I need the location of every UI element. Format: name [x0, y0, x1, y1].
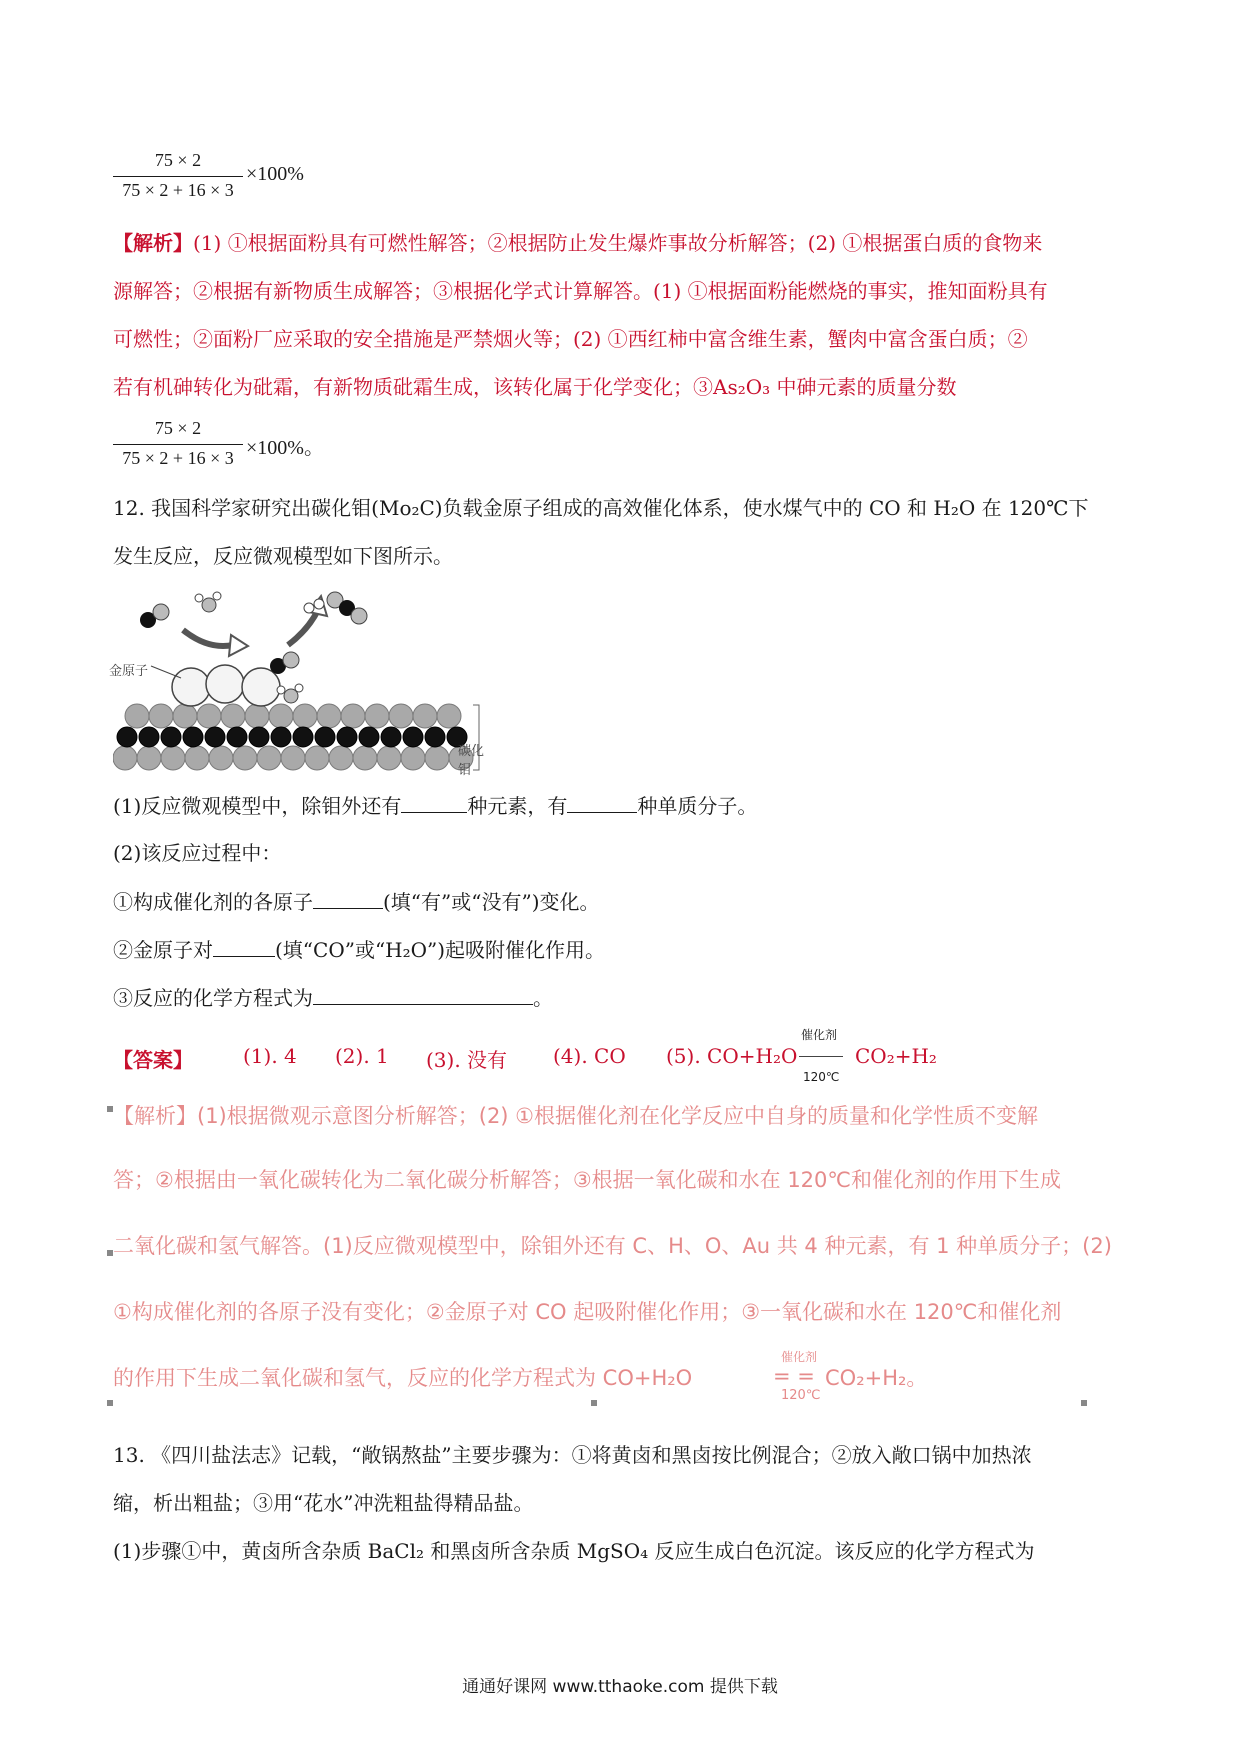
analysis-2-line-5	[113, 1350, 1113, 1412]
answer-blank-3[interactable]	[313, 886, 383, 909]
answer-item-1: (1). 4	[243, 1044, 297, 1068]
analysis-2-line-5-text-b: CO₂+H₂。	[825, 1366, 928, 1390]
question-12-line-1: 12. 我国科学家研究出碳化钼(Mo₂C)负载金原子组成的高效催化体系，使水煤气中的 CO 和 H₂O 在 120℃下	[113, 496, 1089, 520]
sub-1-text-b: 种元素，有	[467, 794, 568, 818]
question-12-sub-2-2	[113, 934, 605, 965]
scan-mark	[107, 1250, 113, 1256]
question-13-line-1: 13. 《四川盐法志》记载，“敞锅熬盐”主要步骤为：①将黄卤和黑卤按比例混合；②放入敞口锅中加热浓	[113, 1443, 1032, 1467]
answer-tag: 【答案】	[113, 1048, 193, 1072]
fraction-bar	[113, 176, 243, 177]
question-12-sub-2: (2)该反应过程中：	[113, 841, 282, 865]
question-12-line-2: 发生反应，反应微观模型如下图所示。	[113, 544, 453, 568]
reaction-model-figure	[109, 590, 493, 780]
gold-atom-label: 金原子	[109, 664, 149, 679]
fraction-tail: ×100%	[246, 163, 304, 185]
sub-1-text-a: (1)反应微观模型中，除钼外还有	[113, 794, 402, 818]
analysis-2-line-1: 【解析】(1)根据微观示意图分析解答；(2) ①根据催化剂在化学反应中自身的质量和化学性质不变解	[113, 1104, 1038, 1128]
analysis-tag: 【解析】	[113, 231, 193, 255]
analysis-1-line-2: 源解答；②根据有新物质生成解答；③根据化学式计算解答。(1) ①根据面粉能燃烧的事实，推知面粉具有	[113, 279, 1048, 303]
answer-blank-4[interactable]	[213, 934, 275, 957]
analysis-2-block	[113, 1100, 1113, 1420]
answer-blank-5[interactable]	[313, 982, 533, 1005]
sub-2-1-text-b: (填“有”或“没有”)变化。	[383, 890, 600, 914]
analysis-2-line-5-text-a: 的作用下生成二氧化碳和氢气，反应的化学方程式为 CO+H₂O	[113, 1366, 693, 1390]
fraction-numerator: 75 × 2	[154, 150, 202, 170]
answer-item-5-product: CO₂+H₂	[855, 1044, 937, 1068]
scan-mark	[591, 1400, 597, 1406]
fraction-denominator: 75 × 2 + 16 × 3	[122, 448, 234, 468]
analysis-2-cond-bottom: 120℃	[781, 1388, 821, 1403]
sub-1-text-c: 种单质分子。	[637, 794, 758, 818]
answer-row	[113, 1028, 1133, 1090]
analysis-text: (1) ①根据面粉具有可燃性解答；②根据防止发生爆炸事故分析解答；(2) ①根据蛋白质的食物来	[193, 231, 1043, 255]
sub-2-3-text-a: ③反应的化学方程式为	[113, 986, 313, 1010]
fraction-mass-percent-1	[113, 150, 373, 210]
analysis-2-line-3: 二氧化碳和氢气解答。(1)反应微观模型中，除钼外还有 C、H、O、Au 共 4 种元素，有 1 种单质分子；(2)	[113, 1234, 1112, 1258]
answer-blank-2[interactable]	[567, 790, 637, 813]
molybdenum-carbide-label: 碳化钼	[458, 744, 485, 778]
answer-item-5: (5). CO+H₂O	[666, 1044, 798, 1068]
answer-item-3: (3). 没有	[426, 1048, 508, 1072]
sub-2-2-text-b: (填“CO”或“H₂O”)起吸附催化作用。	[275, 938, 606, 962]
reaction-arrow-line	[799, 1056, 843, 1057]
answer-item-4: (4). CO	[553, 1044, 626, 1068]
fraction-tail: ×100%。	[246, 437, 324, 459]
answer-blank-1[interactable]	[401, 790, 467, 813]
fraction-bar	[113, 444, 243, 445]
sub-2-1-text-a: ①构成催化剂的各原子	[113, 890, 313, 914]
question-12-sub-2-1	[113, 886, 600, 917]
analysis-1-line-3: 可燃性；②面粉厂应采取的安全措施是严禁烟火等；(2) ①西红柿中富含维生素，蟹肉中富含蛋白质；②	[113, 327, 1028, 351]
question-12-sub-2-3	[113, 982, 553, 1013]
fraction-numerator: 75 × 2	[154, 418, 202, 438]
question-12-sub-1	[113, 790, 757, 821]
analysis-1-line-1	[113, 228, 1042, 258]
fraction-denominator: 75 × 2 + 16 × 3	[122, 180, 234, 200]
catalyst-condition-top: 催化剂	[801, 1028, 838, 1042]
analysis-1-line-4: 若有机砷转化为砒霜，有新物质砒霜生成，该转化属于化学变化；③As₂O₃ 中砷元素的质量分数	[113, 375, 957, 399]
analysis-2-line-2: 答；②根据由一氧化碳转化为二氧化碳分析解答；③根据一氧化碳和水在 120℃和催化剂的作用下生成	[113, 1168, 1061, 1192]
sub-2-3-text-b: 。	[533, 986, 553, 1010]
question-13-line-2: 缩，析出粗盐；③用“花水”冲洗粗盐得精品盐。	[113, 1491, 534, 1515]
fraction-mass-percent-2	[113, 418, 393, 478]
sub-2-2-text-a: ②金原子对	[113, 938, 213, 962]
scan-mark	[107, 1400, 113, 1406]
analysis-2-cond-top: 催化剂	[781, 1350, 818, 1364]
question-13-line-3: (1)步骤①中，黄卤所含杂质 BaCl₂ 和黑卤所含杂质 MgSO₄ 反应生成白色沉淀。该反应的化学方程式为	[113, 1539, 1035, 1563]
temperature-condition-bottom: 120℃	[803, 1070, 840, 1084]
analysis-2-line-4: ①构成催化剂的各原子没有变化；②金原子对 CO 起吸附催化作用；③一氧化碳和水在 120℃和催化剂	[113, 1300, 1062, 1324]
page-footer: 通通好课网 www.tthaoke.com 提供下载	[462, 1677, 778, 1697]
scan-mark	[107, 1106, 113, 1112]
analysis-2-equals: = =	[773, 1364, 815, 1388]
scan-mark	[1081, 1400, 1087, 1406]
answer-item-2: (2). 1	[335, 1044, 389, 1068]
